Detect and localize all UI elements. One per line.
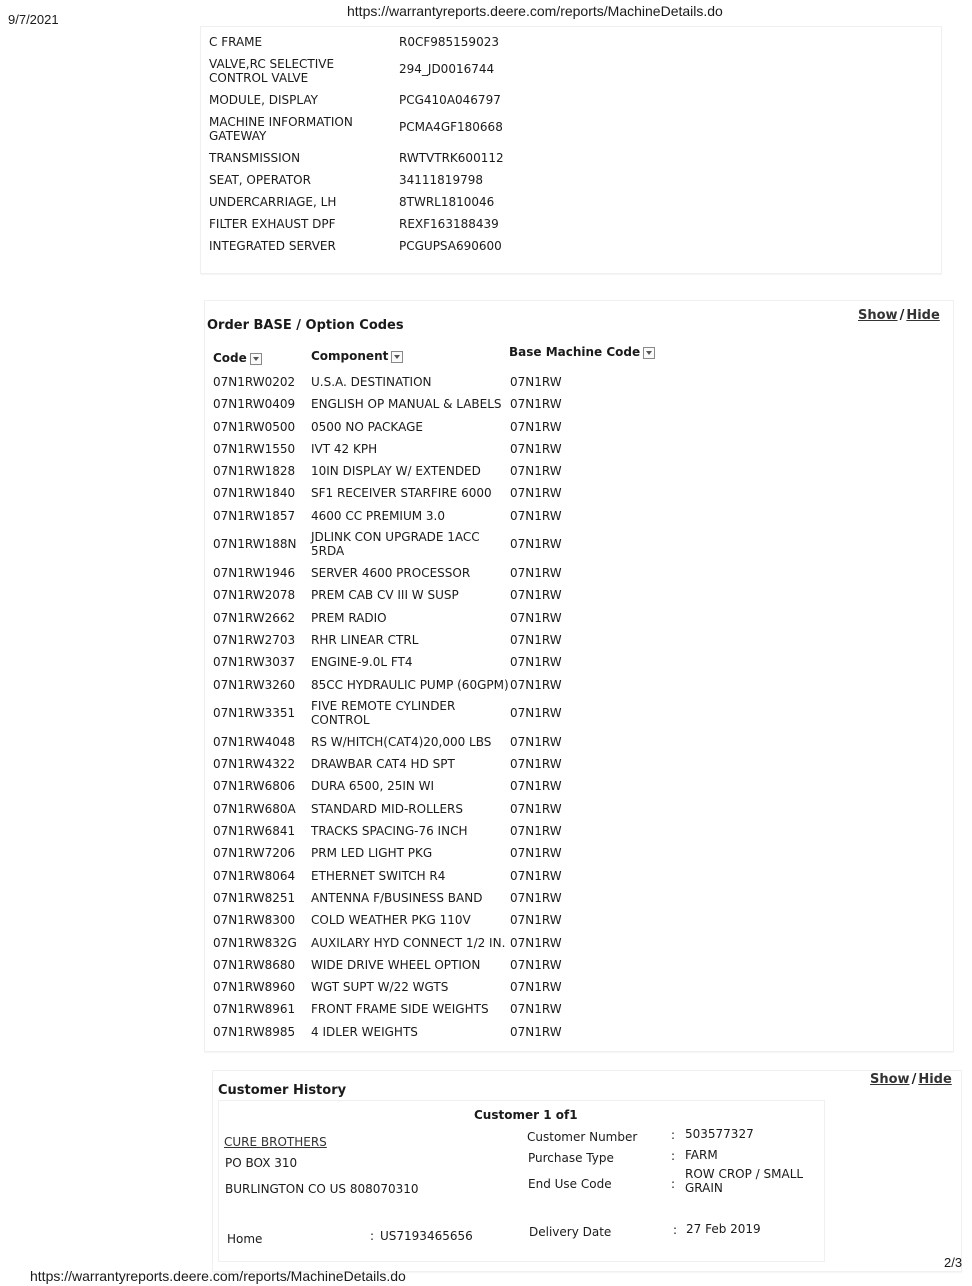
customer-show-hide <box>870 1072 952 1087</box>
table-row <box>213 460 933 482</box>
sort-dropdown-icon[interactable] <box>643 347 655 359</box>
component-serial: 294_JD0016744 <box>399 62 495 76</box>
option-code: 07N1RW6841 <box>213 824 296 839</box>
customer-name-link[interactable]: CURE BROTHERS <box>224 1135 327 1149</box>
base-machine-code: 07N1RW <box>510 375 562 389</box>
column-header-code[interactable] <box>213 351 262 365</box>
option-component: IVT 42 KPH <box>311 441 378 456</box>
show-hide-separator: / <box>911 1072 917 1087</box>
table-row <box>213 909 933 931</box>
delivery-date-label: Delivery Date <box>529 1225 612 1239</box>
option-component: ANTENNA F/BUSINESS BAND <box>311 890 483 905</box>
component-serial: 8TWRL1810046 <box>399 195 495 209</box>
component-name: MACHINE INFORMATION GATEWAY <box>209 115 353 143</box>
option-code: 07N1RW8300 <box>213 913 296 928</box>
base-machine-code: 07N1RW <box>510 757 562 772</box>
option-code: 07N1RW8251 <box>213 890 296 905</box>
print-page-number: 2/3 <box>944 1255 963 1270</box>
base-machine-code: 07N1RW <box>510 801 562 816</box>
option-code: 07N1RW2703 <box>213 632 296 647</box>
option-code: 07N1RW3260 <box>213 677 296 692</box>
component-name: C FRAME <box>209 35 263 49</box>
table-row <box>213 371 933 393</box>
table-row <box>213 696 933 731</box>
table-row <box>213 820 933 842</box>
show-hide-separator: / <box>899 308 905 323</box>
base-machine-code: 07N1RW <box>510 957 562 972</box>
table-row <box>213 998 933 1020</box>
option-component: ENGINE-9.0L FT4 <box>311 655 413 670</box>
column-header-base-label: Base Machine Code <box>509 345 641 359</box>
option-component: FRONT FRAME SIDE WEIGHTS <box>311 1002 489 1017</box>
option-codes-table <box>213 371 933 1043</box>
base-machine-code: 07N1RW <box>510 610 562 625</box>
option-code: 07N1RW7206 <box>213 846 296 861</box>
base-machine-code: 07N1RW <box>510 655 562 670</box>
option-component: DRAWBAR CAT4 HD SPT <box>311 757 455 772</box>
delivery-date-value: 27 Feb 2019 <box>686 1222 761 1236</box>
column-header-code-label: Code <box>213 351 247 365</box>
base-machine-code: 07N1RW <box>510 632 562 647</box>
base-machine-code: 07N1RW <box>510 677 562 692</box>
component-serial: REXF163188439 <box>399 217 499 231</box>
option-component: AUXILARY HYD CONNECT 1/2 IN. <box>311 935 506 950</box>
option-component: 0500 NO PACKAGE <box>311 419 423 434</box>
base-machine-code: 07N1RW <box>510 397 562 412</box>
option-component: 85CC HYDRAULIC PUMP (60GPM) <box>311 677 509 692</box>
customer-number-label: Customer Number <box>527 1130 638 1144</box>
option-code: 07N1RW2078 <box>213 588 296 603</box>
option-code: 07N1RW188N <box>213 537 297 552</box>
option-component: SF1 RECEIVER STARFIRE 6000 <box>311 486 492 501</box>
table-row <box>213 527 933 562</box>
phone-value: US7193465656 <box>380 1229 473 1243</box>
table-row <box>213 932 933 954</box>
option-codes-title: Order BASE / Option Codes <box>207 318 404 333</box>
option-code: 07N1RW1550 <box>213 441 296 456</box>
component-serial: RWTVTRK600112 <box>399 151 504 165</box>
base-machine-code: 07N1RW <box>510 935 562 950</box>
option-component: PREM RADIO <box>311 610 387 625</box>
option-code: 07N1RW8960 <box>213 980 296 995</box>
base-machine-code: 07N1RW <box>510 419 562 434</box>
option-code: 07N1RW2662 <box>213 610 296 625</box>
table-row <box>213 954 933 976</box>
table-row <box>213 775 933 797</box>
end-use-code-value: ROW CROP / SMALL GRAIN <box>685 1167 804 1195</box>
customer-counter: Customer 1 of1 <box>474 1108 578 1122</box>
option-component: 4 IDLER WEIGHTS <box>311 1024 418 1039</box>
option-code: 07N1RW0500 <box>213 419 296 434</box>
table-row <box>213 842 933 864</box>
hide-link[interactable]: Hide <box>906 308 940 323</box>
option-component: ETHERNET SWITCH R4 <box>311 868 446 883</box>
option-component: 4600 CC PREMIUM 3.0 <box>311 508 446 523</box>
option-code: 07N1RW1840 <box>213 486 296 501</box>
option-component: ENGLISH OP MANUAL & LABELS <box>311 397 502 412</box>
purchase-type-label: Purchase Type <box>528 1151 614 1165</box>
base-machine-code: 07N1RW <box>510 508 562 523</box>
component-serial: PCG410A046797 <box>399 93 501 107</box>
option-codes-panel <box>204 300 954 1052</box>
base-machine-code: 07N1RW <box>510 1024 562 1039</box>
option-code: 07N1RW832G <box>213 935 297 950</box>
option-code: 07N1RW4322 <box>213 757 296 772</box>
table-row <box>213 562 933 584</box>
option-code: 07N1RW8064 <box>213 868 296 883</box>
customer-history-title: Customer History <box>218 1083 347 1098</box>
column-header-component[interactable] <box>311 349 403 363</box>
option-component: STANDARD MID-ROLLERS <box>311 801 463 816</box>
field-colon: : <box>671 1149 676 1163</box>
table-row <box>213 1021 933 1043</box>
base-machine-code: 07N1RW <box>510 890 562 905</box>
phone-colon: : <box>370 1229 375 1243</box>
table-row <box>213 416 933 438</box>
end-use-code-label: End Use Code <box>528 1177 612 1191</box>
option-code: 07N1RW4048 <box>213 734 296 749</box>
base-machine-code: 07N1RW <box>510 846 562 861</box>
base-machine-code: 07N1RW <box>510 464 562 479</box>
option-code: 07N1RW1946 <box>213 566 296 581</box>
option-component: RHR LINEAR CTRL <box>311 632 419 647</box>
customer-address-line1: PO BOX 310 <box>225 1156 298 1170</box>
base-machine-code: 07N1RW <box>510 824 562 839</box>
option-component: TRACKS SPACING-76 INCH <box>311 824 468 839</box>
option-component: WIDE DRIVE WHEEL OPTION <box>311 957 481 972</box>
option-component: 10IN DISPLAY W/ EXTENDED <box>311 464 481 479</box>
base-machine-code: 07N1RW <box>510 980 562 995</box>
show-link[interactable]: Show <box>870 1072 910 1087</box>
customer-address-line2: BURLINGTON CO US 808070310 <box>225 1182 419 1196</box>
component-name: UNDERCARRIAGE, LH <box>209 195 337 209</box>
machine-components-panel <box>200 26 942 274</box>
option-component: SERVER 4600 PROCESSOR <box>311 566 471 581</box>
component-name: MODULE, DISPLAY <box>209 93 318 107</box>
base-machine-code: 07N1RW <box>510 486 562 501</box>
table-row <box>213 674 933 696</box>
table-row <box>213 865 933 887</box>
customer-number-value: 503577327 <box>685 1127 754 1141</box>
base-machine-code: 07N1RW <box>510 705 562 720</box>
field-colon: : <box>671 1128 676 1142</box>
sort-dropdown-icon[interactable] <box>250 353 262 365</box>
base-machine-code: 07N1RW <box>510 441 562 456</box>
print-date: 9/7/2021 <box>8 12 59 27</box>
show-link[interactable]: Show <box>858 308 898 323</box>
option-component: DURA 6500, 25IN WI <box>311 779 435 794</box>
field-colon: : <box>671 1177 676 1191</box>
option-component: U.S.A. DESTINATION <box>311 375 432 389</box>
option-code: 07N1RW6806 <box>213 779 296 794</box>
option-code: 07N1RW0409 <box>213 397 296 412</box>
option-component: FIVE REMOTE CYLINDER CONTROL <box>311 698 456 727</box>
base-machine-code: 07N1RW <box>510 779 562 794</box>
option-component: JDLINK CON UPGRADE 1ACC 5RDA <box>311 530 480 559</box>
table-row <box>213 505 933 527</box>
table-row <box>213 731 933 753</box>
sort-dropdown-icon[interactable] <box>391 351 403 363</box>
column-header-base-machine-code[interactable] <box>509 345 655 359</box>
hide-link[interactable]: Hide <box>918 1072 952 1087</box>
component-serial: PCMA4GF180668 <box>399 120 503 134</box>
base-machine-code: 07N1RW <box>510 537 562 552</box>
table-row <box>213 651 933 673</box>
option-component: PRM LED LIGHT PKG <box>311 846 433 861</box>
base-machine-code: 07N1RW <box>510 566 562 581</box>
table-row <box>213 887 933 909</box>
field-colon: : <box>673 1223 678 1237</box>
table-row <box>213 438 933 460</box>
component-name: FILTER EXHAUST DPF <box>209 217 336 231</box>
table-row <box>213 798 933 820</box>
option-component: WGT SUPT W/22 WGTS <box>311 980 449 995</box>
option-code: 07N1RW3037 <box>213 655 296 670</box>
component-name: SEAT, OPERATOR <box>209 173 311 187</box>
component-serial: PCGUPSA690600 <box>399 239 502 253</box>
column-header-component-label: Component <box>311 349 389 363</box>
table-row <box>213 753 933 775</box>
purchase-type-value: FARM <box>685 1148 718 1162</box>
option-code: 07N1RW680A <box>213 801 296 816</box>
base-machine-code: 07N1RW <box>510 913 562 928</box>
option-component: PREM CAB CV III W SUSP <box>311 588 459 603</box>
table-row <box>213 482 933 504</box>
option-code: 07N1RW8961 <box>213 1002 296 1017</box>
component-name: TRANSMISSION <box>209 151 301 165</box>
option-code: 07N1RW8985 <box>213 1024 296 1039</box>
component-serial: R0CF985159023 <box>399 35 499 49</box>
option-code: 07N1RW3351 <box>213 705 296 720</box>
table-row <box>213 393 933 415</box>
table-row <box>213 584 933 606</box>
option-component: COLD WEATHER PKG 110V <box>311 913 471 928</box>
base-machine-code: 07N1RW <box>510 868 562 883</box>
option-codes-show-hide <box>858 308 940 323</box>
option-component: RS W/HITCH(CAT4)20,000 LBS <box>311 734 492 749</box>
base-machine-code: 07N1RW <box>510 588 562 603</box>
table-row <box>213 607 933 629</box>
option-code: 07N1RW8680 <box>213 957 296 972</box>
table-row <box>213 976 933 998</box>
component-name: INTEGRATED SERVER <box>209 239 336 253</box>
component-name: VALVE,RC SELECTIVE CONTROL VALVE <box>209 57 335 85</box>
component-serial: 34111819798 <box>399 173 483 187</box>
base-machine-code: 07N1RW <box>510 1002 562 1017</box>
phone-label: Home <box>227 1232 263 1246</box>
table-row <box>213 629 933 651</box>
option-code: 07N1RW0202 <box>213 375 296 389</box>
option-code: 07N1RW1857 <box>213 508 296 523</box>
print-url-header: https://warrantyreports.deere.com/reports/MachineDetails.do <box>347 3 723 19</box>
base-machine-code: 07N1RW <box>510 734 562 749</box>
print-url-footer: https://warrantyreports.deere.com/reports/MachineDetails.do <box>30 1268 406 1284</box>
option-code: 07N1RW1828 <box>213 464 296 479</box>
